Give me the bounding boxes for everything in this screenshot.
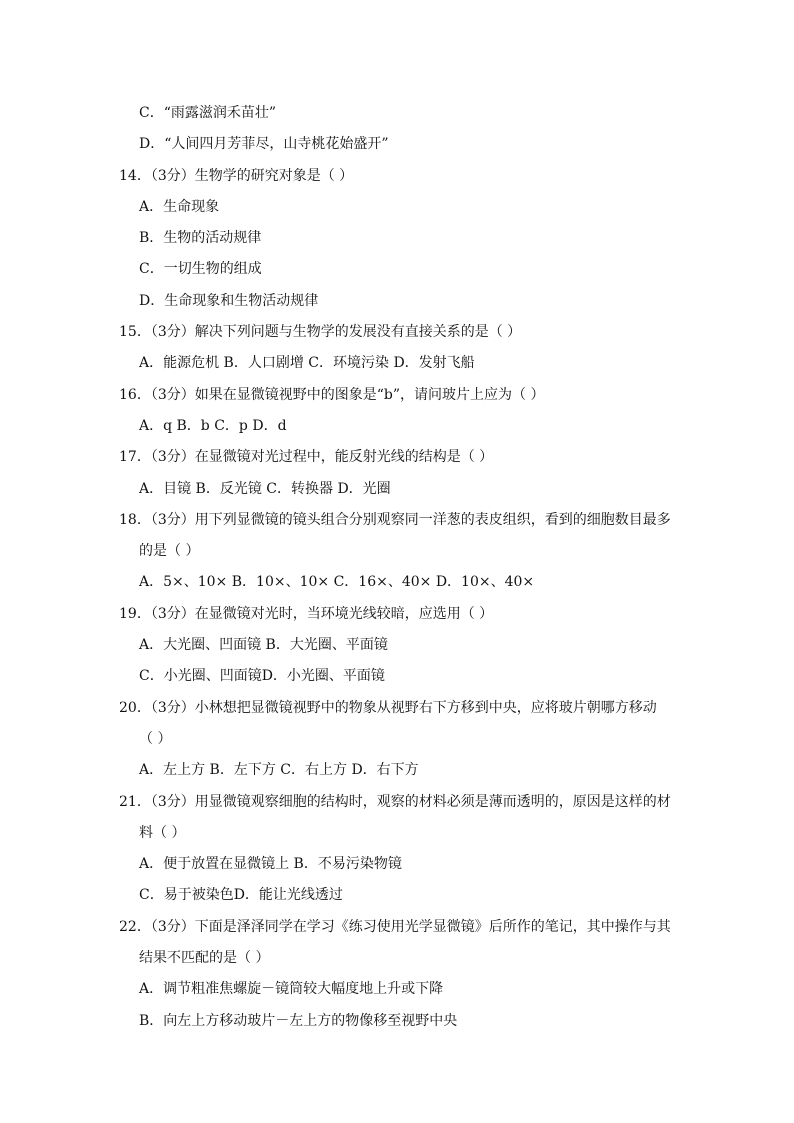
option-line: C．“雨露滋润禾苗壮” <box>139 105 277 121</box>
option-line: B．生物的活动规律 <box>139 230 262 247</box>
option-line: A．能源危机 B．人口剧增 C．环境污染 D．发射飞船 <box>139 355 475 372</box>
question-19-stem: 19．（3分）在显微镜对光时，当环境光线较暗，应选用（ ） <box>119 605 494 622</box>
question-14-stem: 14．（3分）生物学的研究对象是（ ） <box>119 167 354 184</box>
question-18-stem: 18．（3分）用下列显微镜的镜头组合分别观察同一洋葱的表皮组织，看到的细胞数目最多 <box>119 511 671 528</box>
question-16-stem: 16．（3分）如果在显微镜视野中的图象是“b”，请问玻片上应为（ ） <box>119 386 545 403</box>
option-line: A．生命现象 <box>139 198 220 215</box>
option-line: A．5×、10× B．10×、10× C．16×、40× D．10×、40× <box>139 574 535 591</box>
question-15-stem: 15．（3分）解决下列问题与生物学的发展没有直接关系的是（ ） <box>119 324 522 341</box>
question-20-stem: 20．（3分）小林想把显微镜视野中的物象从视野右下方移到中央，应将玻片朝哪方移动 <box>119 699 657 716</box>
option-line: A．q B．b C．p D．d <box>139 417 287 434</box>
question-18-stem-cont: 的是（ ） <box>139 543 200 560</box>
option-line: A．便于放置在显微镜上 B．不易污染物镜 <box>139 856 402 873</box>
option-line: A．左上方 B．左下方 C．右上方 D．右下方 <box>139 762 419 779</box>
option-line: D．生命现象和生物活动规律 <box>139 292 319 309</box>
option-line: C．一切生物的组成 <box>139 261 262 278</box>
option-line: C．小光圈、凹面镜D．小光圈、平面镜 <box>139 668 385 685</box>
option-line: C．易于被染色D．能让光线透过 <box>139 887 343 904</box>
option-line: A．大光圈、凹面镜 B．大光圈、平面镜 <box>139 637 388 654</box>
option-line: A．调节粗准焦螺旋－镜筒较大幅度地上升或下降 <box>139 981 444 998</box>
option-line: B．向左上方移动玻片－左上方的物像移至视野中央 <box>139 1012 458 1029</box>
question-21-stem-cont: 料（ ） <box>139 824 186 841</box>
option-line: D．“人间四月芳菲尽，山寺桃花始盛开” <box>139 136 389 153</box>
question-20-stem-cont: （ ） <box>139 730 172 747</box>
question-22-stem-cont: 结果不匹配的是（ ） <box>139 950 270 967</box>
question-17-stem: 17．（3分）在显微镜对光过程中，能反射光线的结构是（ ） <box>119 449 494 466</box>
question-list <box>119 98 694 1037</box>
question-22-stem: 22．（3分）下面是泽泽同学在学习《练习使用光学显微镜》后所作的笔记，其中操作与其 <box>119 918 671 935</box>
question-21-stem: 21．（3分）用显微镜观察细胞的结构时，观察的材料必须是薄而透明的，原因是这样的材 <box>119 793 671 810</box>
option-line: A．目镜 B．反光镜 C．转换器 D．光圈 <box>139 480 391 497</box>
